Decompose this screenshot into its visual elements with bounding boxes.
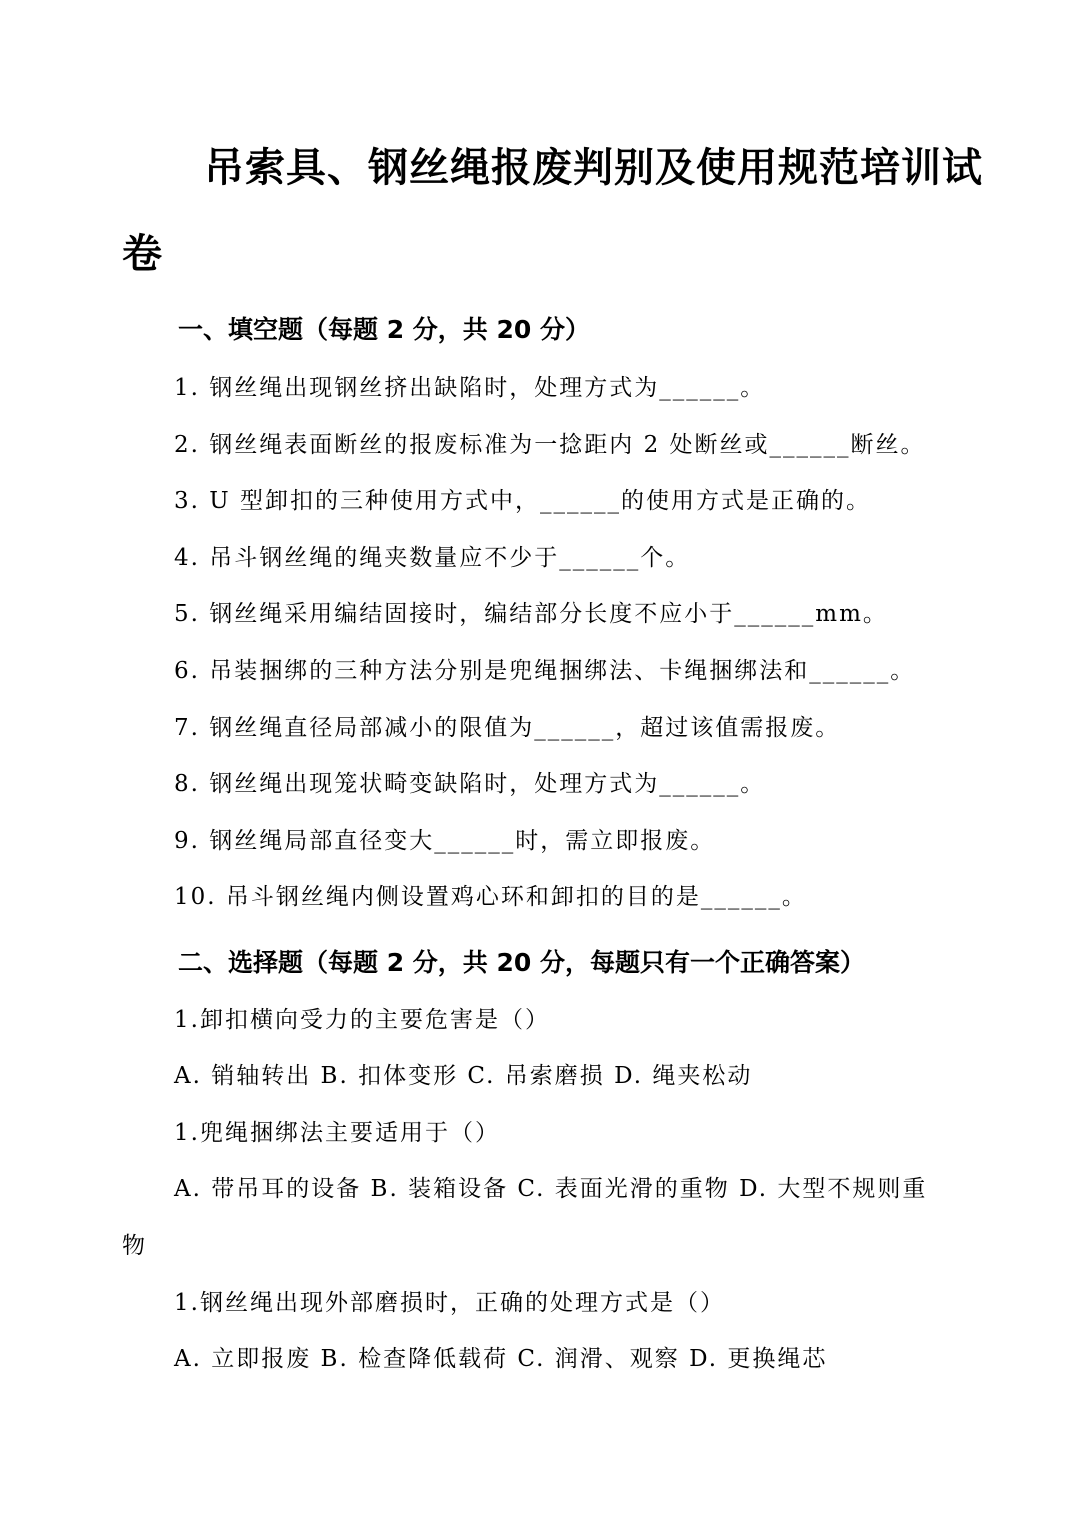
choice-options-1: A. 销轴转出 B. 扣体变形 C. 吊索磨损 D. 绳夹松动	[174, 1063, 753, 1089]
fill-blank-question-1: 1. 钢丝绳出现钢丝挤出缺陷时，处理方式为______。	[174, 375, 766, 401]
choice-options-2-continued: 物	[122, 1233, 147, 1259]
fill-blank-question-9: 9. 钢丝绳局部直径变大______时，需立即报废。	[174, 828, 716, 854]
section-heading-multiple-choice: 二、选择题（每题 2 分，共 20 分，每题只有一个正确答案）	[178, 948, 866, 977]
document-title-continued: 卷	[122, 231, 162, 277]
fill-blank-question-8: 8. 钢丝绳出现笼状畸变缺陷时，处理方式为______。	[174, 771, 766, 797]
section-heading-fill-blank: 一、填空题（每题 2 分，共 20 分）	[178, 315, 591, 344]
fill-blank-question-10: 10. 吊斗钢丝绳内侧设置鸡心环和卸扣的目的是______。	[174, 884, 807, 910]
document-title: 吊索具、钢丝绳报废判别及使用规范培训试	[204, 145, 983, 191]
choice-options-2: A. 带吊耳的设备 B. 装箱设备 C. 表面光滑的重物 D. 大型不规则重	[174, 1176, 928, 1202]
fill-blank-question-7: 7. 钢丝绳直径局部减小的限值为______，超过该值需报废。	[174, 715, 841, 741]
fill-blank-question-6: 6. 吊装捆绑的三种方法分别是兜绳捆绑法、卡绳捆绑法和______。	[174, 658, 916, 684]
choice-question-1: 1.卸扣横向受力的主要危害是（）	[174, 1007, 550, 1033]
choice-options-3: A. 立即报废 B. 检查降低载荷 C. 润滑、观察 D. 更换绳芯	[174, 1346, 828, 1372]
fill-blank-question-3: 3. U 型卸扣的三种使用方式中，______的使用方式是正确的。	[174, 488, 871, 514]
fill-blank-question-5: 5. 钢丝绳采用编结固接时，编结部分长度不应小于______mm。	[174, 601, 888, 627]
fill-blank-question-4: 4. 吊斗钢丝绳的绳夹数量应不少于______个。	[174, 545, 691, 571]
choice-question-2: 1.兜绳捆绑法主要适用于（）	[174, 1120, 500, 1146]
choice-question-3: 1.钢丝绳出现外部磨损时，正确的处理方式是（）	[174, 1290, 725, 1316]
fill-blank-question-2: 2. 钢丝绳表面断丝的报废标准为一捻距内 2 处断丝或______断丝。	[174, 432, 926, 458]
